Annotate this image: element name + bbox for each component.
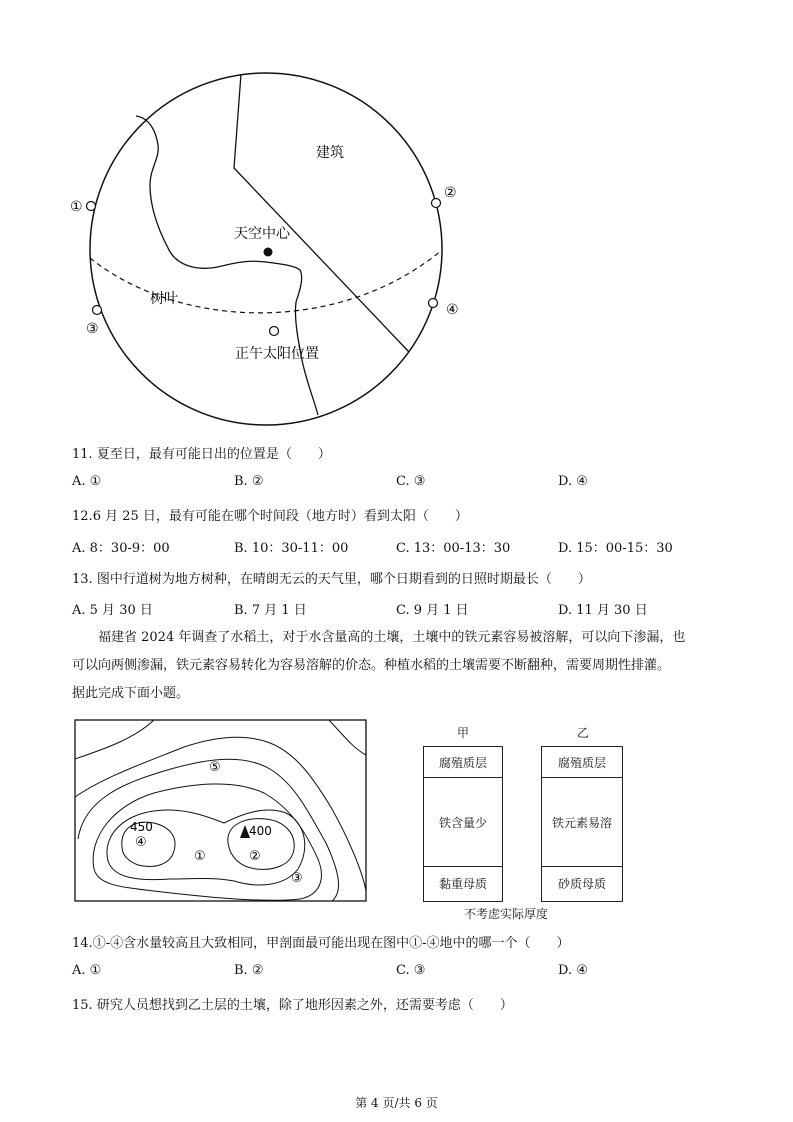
q11-option-b[interactable]: B. ② <box>234 474 264 489</box>
marker-1-label: ① <box>70 199 83 215</box>
question-11 <box>72 443 331 462</box>
marker-3-label: ③ <box>86 321 99 337</box>
zenith-dot <box>264 248 273 257</box>
tree-canopy-outline <box>136 116 318 415</box>
profile-jia-middle-layer: 铁含量少 <box>424 777 502 867</box>
question-stem: 研究人员想找到乙土层的土壤，除了地形因素之外，还需要考虑（ ） <box>96 998 513 1013</box>
q11-option-a[interactable]: A. ① <box>72 474 102 489</box>
peak-400-label: 400 <box>249 824 272 838</box>
passage-line-3: 据此完成下面小题。 <box>72 686 190 701</box>
question-stem: 图中行道树为地方树种，在晴朗无云的天气里，哪个日期看到的日照时期最长（ ） <box>96 572 591 587</box>
question-12 <box>72 505 468 524</box>
q11-option-d[interactable]: D. ④ <box>558 474 588 489</box>
question-number: 12. <box>72 509 93 524</box>
contour-map <box>74 719 368 903</box>
q14-option-a[interactable]: A. ① <box>72 963 102 978</box>
profile-yi-bottom-layer: 砂质母质 <box>557 876 606 891</box>
profile-note: 不考虑实际厚度 <box>464 907 549 921</box>
passage-line-1: 福建省 2024 年调查了水稻土，对于水含量高的土壤，土壤中的铁元素容易被溶解，可以向下渗漏，也 <box>98 630 686 645</box>
page-footer: 第 4 页/共 6 页 <box>355 1096 438 1110</box>
marker-2-point <box>432 199 441 208</box>
contour-450-label: 450 <box>130 820 153 834</box>
marker-2-label: ② <box>444 185 457 201</box>
leaves-label: 树叶 <box>150 291 178 307</box>
passage-line-2: 可以向两侧渗漏，铁元素容易转化为容易溶解的价态。种植水稻的土壤需要不断翻种，需要周期性排灌。 <box>72 658 671 673</box>
site-5-label: ⑤ <box>209 760 221 775</box>
question-stem: 6 月 25 日，最有可能在哪个时间段（地方时）看到太阳（ ） <box>92 509 468 524</box>
q13-option-a[interactable]: A. 5 月 30 日 <box>72 603 153 618</box>
q12-option-d[interactable]: D. 15：00-15：30 <box>558 541 673 556</box>
profile-yi <box>541 746 623 902</box>
q12-option-c[interactable]: C. 13：00-13：30 <box>396 541 511 556</box>
q11-option-c[interactable]: C. ③ <box>396 474 426 489</box>
q14-option-d[interactable]: D. ④ <box>558 963 588 978</box>
profile-yi-middle-layer: 铁元素易溶 <box>542 777 622 867</box>
question-number: 11. <box>72 447 93 462</box>
q13-option-d[interactable]: D. 11 月 30 日 <box>558 603 648 618</box>
marker-4-label: ④ <box>446 302 459 318</box>
q12-option-a[interactable]: A. 8：30-9：00 <box>72 541 170 556</box>
building-outline <box>234 74 409 352</box>
q14-option-b[interactable]: B. ② <box>234 963 264 978</box>
noon-sun-label: 正午太阳位置 <box>235 346 319 362</box>
site-3-label: ③ <box>291 871 303 886</box>
q13-option-c[interactable]: C. 9 月 1 日 <box>396 603 469 618</box>
question-15 <box>72 994 513 1013</box>
site-1-label: ① <box>194 849 206 864</box>
marker-3-point <box>93 306 102 315</box>
reading-passage <box>72 624 724 708</box>
profile-jia-title: 甲 <box>457 726 470 740</box>
profile-jia-top-layer: 腐殖质层 <box>438 755 487 770</box>
question-number: 14. <box>72 936 93 951</box>
site-4-label: ④ <box>135 835 147 850</box>
question-stem: ①-④含水量较高且大致相同，甲剖面最可能出现在图中①-④地中的哪一个（ ） <box>92 936 570 951</box>
profile-yi-title: 乙 <box>577 726 590 740</box>
noon-sun-marker <box>270 327 279 336</box>
zenith-label: 天空中心 <box>234 226 290 242</box>
question-13 <box>72 568 591 587</box>
profile-yi-top-layer: 腐殖质层 <box>557 755 606 770</box>
question-number: 15. <box>72 998 93 1013</box>
marker-4-point <box>429 299 438 308</box>
q13-option-b[interactable]: B. 7 月 1 日 <box>234 603 307 618</box>
sky-dome-figure <box>60 60 480 440</box>
profile-jia <box>423 746 503 902</box>
sun-path-dashed <box>90 250 442 313</box>
question-14 <box>72 932 569 951</box>
question-number: 13. <box>72 572 93 587</box>
q12-option-b[interactable]: B. 10：30-11：00 <box>234 541 349 556</box>
profile-jia-bottom-layer: 黏重母质 <box>438 876 487 891</box>
marker-1-point <box>87 202 96 211</box>
question-stem: 夏至日，最有可能日出的位置是（ ） <box>96 447 331 462</box>
q14-option-c[interactable]: C. ③ <box>396 963 426 978</box>
building-label: 建筑 <box>316 145 344 161</box>
site-2-label: ② <box>249 849 261 864</box>
